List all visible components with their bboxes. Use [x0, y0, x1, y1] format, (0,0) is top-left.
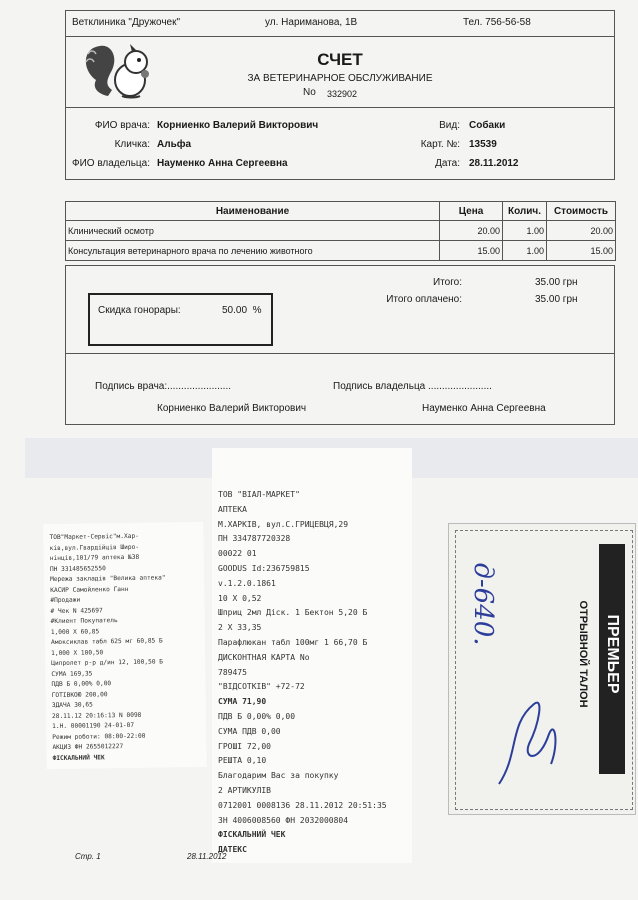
- receipt-line: 00022 01: [218, 549, 257, 559]
- service-price: 20.00: [440, 221, 503, 241]
- total-label: Итого:: [433, 277, 462, 288]
- clinic-phone: Тел. 756-56-58: [463, 17, 531, 28]
- receipt-line: ДАТЕКС: [218, 845, 247, 855]
- service-quantity: 1.00: [503, 221, 547, 241]
- receipt-line: КАСИР Самойленко Ганн: [50, 585, 129, 594]
- receipt-line: Парафлюкан табл 100мг 1 66,70 Б: [218, 638, 368, 647]
- receipt-line: GOODUS Id:236759815: [218, 564, 310, 573]
- invoice-date: 28.11.2012: [469, 158, 519, 169]
- invoice-subtitle: ЗА ВЕТЕРИНАРНОЕ ОБСЛУЖИВАНИЕ: [247, 73, 433, 84]
- pet-label: Кличка:: [114, 139, 150, 150]
- receipt-line: 1.Н. 00001190 24-01-07: [52, 721, 135, 731]
- receipt-line: 0712001 0008136 28.11.2012 20:51:35: [218, 800, 387, 810]
- receipt-line: Шприц 2мл Дiск. 1 Бектон 5,20 Б: [218, 608, 368, 618]
- invoice-title: СЧЕТ: [317, 50, 363, 69]
- receipt-line: ГОТІВКОЮ 200,00: [51, 690, 108, 699]
- species-value: Собаки: [469, 120, 506, 131]
- receipt-line: Ципролет р-р д/ин 12, 100,50 Б: [51, 658, 164, 668]
- column-header: Стоимость: [547, 202, 616, 221]
- table-header-row: [66, 202, 616, 221]
- service-cost: 15.00: [547, 241, 616, 261]
- coupon: [448, 523, 636, 815]
- header-divider: [65, 107, 615, 108]
- receipt-line: СУМА ПДВ 0,00: [218, 726, 281, 736]
- discount-box: [88, 293, 273, 346]
- totals-divider: [65, 353, 615, 354]
- receipt-line: СУМА 169,35: [51, 669, 93, 678]
- service-name: Консультация ветеринарного врача по лечению животного: [66, 241, 440, 261]
- service-name: Клинический осмотр: [66, 221, 440, 241]
- coupon-title: ОТРЫВНОЙ ТАЛОН: [577, 600, 589, 708]
- species-label: Вид:: [439, 120, 460, 131]
- card-label: Карт. №:: [420, 139, 460, 150]
- total-value: 35.00 грн: [535, 277, 578, 288]
- receipt-line: "ВІДСОТКІВ" +72-72: [218, 682, 305, 692]
- owner-signature-name: Науменко Анна Сергеевна: [422, 403, 546, 414]
- receipt-line: ФІСКАЛЬНИЙ ЧЕК: [218, 830, 286, 840]
- paid-label: Итого оплачено:: [386, 294, 462, 305]
- receipt-line: ФІСКАЛЬНИЙ ЧЕК: [52, 753, 105, 762]
- receipt-line: ДИСКОНТНАЯ КАРТА No: [218, 652, 310, 662]
- signature-scribble-icon: [489, 684, 569, 794]
- receipt-line: РЕШТА 0,10: [218, 756, 267, 766]
- pet-name: Альфа: [157, 139, 192, 150]
- receipt-line: нiнцiв,101/79 аптека №38: [49, 553, 140, 563]
- pharmacy-receipt-center: [212, 448, 412, 863]
- receipt-line: 10 X 0,52: [218, 593, 262, 603]
- receipt-line: ЗДАЧА 30,65: [51, 701, 93, 710]
- owner-name: Науменко Анна Сергеевна: [157, 158, 288, 169]
- receipt-line: # Чек N 425697: [50, 606, 103, 615]
- doctor-name: Корниенко Валерий Викторович: [157, 120, 319, 131]
- receipt-line: ПДВ Б 0,00% 0,00: [51, 680, 112, 689]
- receipt-line: 2 АРТИКУЛІВ: [218, 786, 271, 795]
- receipt-line: 789475: [218, 667, 247, 677]
- receipt-line: Благодарим Вас за покупку: [218, 771, 339, 781]
- footer-page: Стр. 1: [75, 852, 101, 861]
- receipt-line: 1,000 X 60,85: [50, 627, 100, 636]
- receipt-line: 28.11.12 20:16:13 N 0098: [51, 711, 142, 720]
- date-label: Дата:: [435, 158, 460, 169]
- card-number: 13539: [469, 139, 497, 150]
- squirrel-logo-icon: [78, 40, 160, 102]
- pharmacy-receipt-left: [43, 522, 206, 769]
- receipt-line: ків,вул.Гвардiйців Широ-: [49, 543, 140, 552]
- invoice-number: 332902: [327, 89, 358, 99]
- table-row: [66, 241, 616, 261]
- service-price: 15.00: [440, 241, 503, 261]
- receipt-line: АПТЕКА: [218, 504, 247, 514]
- receipt-line: ГРОШІ 72,00: [218, 741, 271, 751]
- clinic-name: Ветклиника "Дружочек": [72, 17, 181, 28]
- receipt-line: #Продажи: [50, 596, 81, 605]
- receipt-line: 1,000 X 100,50: [51, 648, 104, 657]
- coupon-brand: ПРЕМЬЕР: [604, 614, 621, 694]
- receipt-line: ТОВ "ВІАЛ-МАРКЕТ": [218, 490, 300, 499]
- column-header: Наименование: [66, 202, 440, 221]
- receipt-line: Мережа закладiв "Велика аптека": [50, 574, 166, 584]
- receipt-line: 2 X 33,35: [218, 623, 262, 633]
- services-table: [65, 201, 616, 261]
- owner-label: ФИО владельца:: [71, 158, 150, 169]
- receipt-line: ЗН 4006008560 ФН 2032000804: [218, 815, 349, 825]
- receipt-line: АКЦИЗ ФН 2655012227: [52, 743, 124, 752]
- receipt-line: v.1.2.0.1861: [218, 578, 276, 588]
- header-divider: [65, 36, 615, 37]
- coupon-handwriting: д-640.: [468, 562, 498, 646]
- service-cost: 20.00: [547, 221, 616, 241]
- discount-label: Скидка гонорары:: [98, 305, 181, 316]
- discount-value: 50.00 %: [222, 305, 262, 316]
- table-row: [66, 221, 616, 241]
- receipt-line: М.ХАРКІВ, вул.С.ГРИЦЕВЦЯ,29: [218, 519, 349, 529]
- invoice-number-label: No: [303, 87, 316, 98]
- paid-value: 35.00 грн: [535, 294, 578, 305]
- receipt-line: ПДВ Б 0,00% 0,00: [218, 712, 296, 721]
- receipt-line: #Клиент Покупатель: [50, 617, 118, 626]
- doctor-label: ФИО врача:: [94, 120, 150, 131]
- receipt-line: СУМА 71,90: [218, 697, 267, 707]
- receipt-line: ТОВ"Маркет-Сервіс"м.Хар-: [49, 532, 139, 542]
- doctor-signature-name: Корниенко Валерий Викторович: [157, 403, 307, 414]
- service-quantity: 1.00: [503, 241, 547, 261]
- receipt-line: Режим роботи: 08:00-22:00: [52, 732, 146, 741]
- doctor-signature-label: Подпись врача:.......................: [95, 381, 232, 392]
- column-header: Колич.: [503, 202, 547, 221]
- receipt-line: Амоксиклав табл 625 мг 60,85 Б: [50, 637, 163, 647]
- column-header: Цена: [440, 202, 503, 221]
- footer-date: 28.11.2012: [187, 852, 227, 861]
- clinic-address: ул. Нариманова, 1В: [265, 17, 358, 28]
- receipt-line: ПН 334787720328: [218, 534, 291, 544]
- owner-signature-label: Подпись владельца .......................: [333, 381, 492, 392]
- receipt-line: ПН 331485652550: [49, 564, 106, 573]
